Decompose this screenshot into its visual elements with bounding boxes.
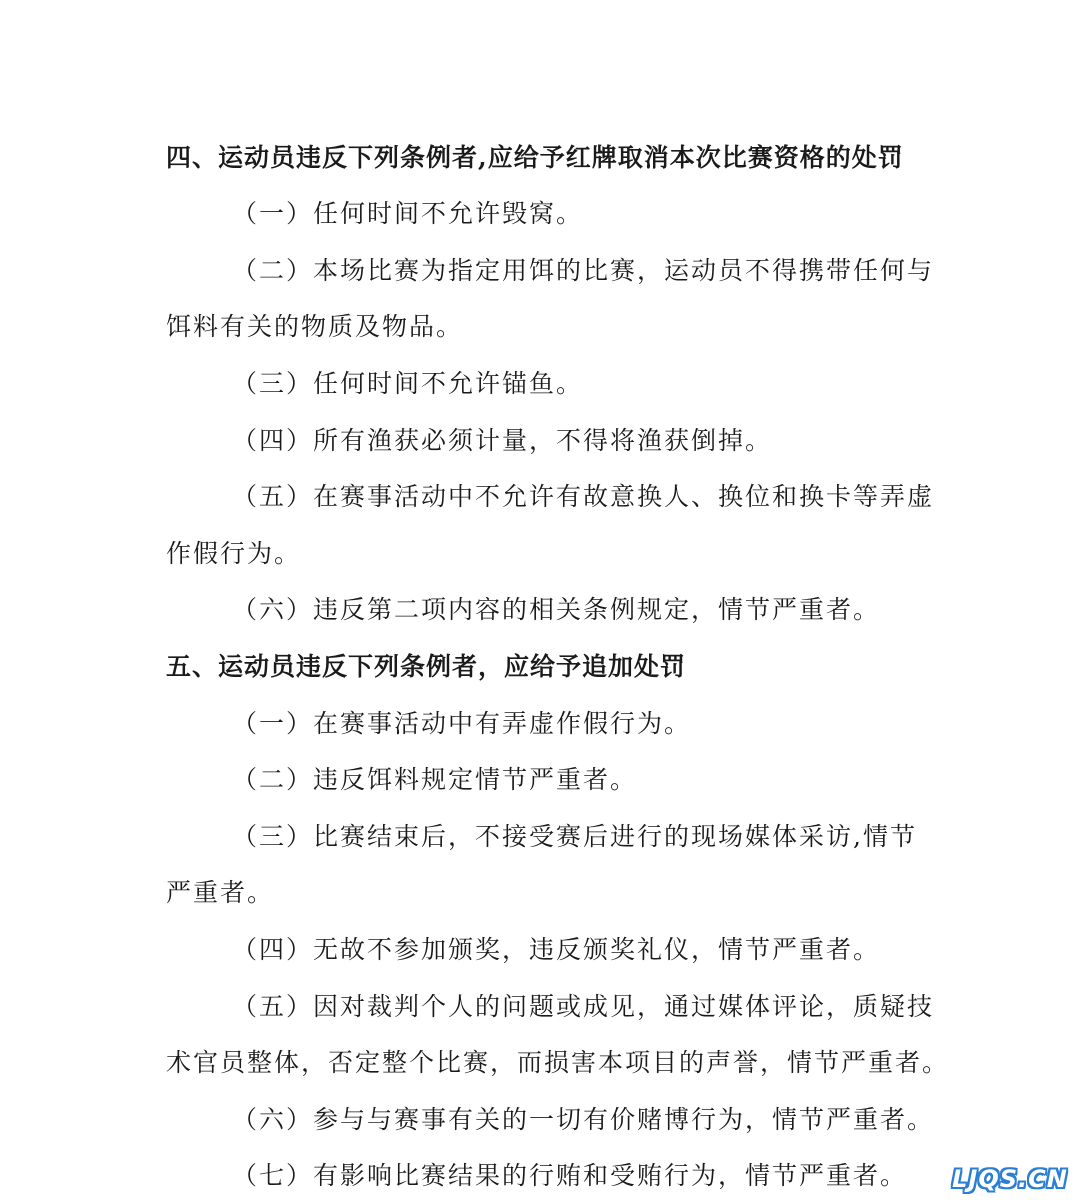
list-item-continuation: 作假行为。 [166,539,302,568]
list-item: （一）在赛事活动中有弄虚作假行为。 [232,709,692,738]
list-item: （一）任何时间不允许毁窝。 [232,199,584,228]
list-item-continuation: 术官员整体，否定整个比赛，而损害本项目的声誉，情节严重者。 [166,1048,950,1077]
list-item: （三）任何时间不允许锚鱼。 [232,369,584,398]
site-watermark-logo: LJQS.CN [952,1165,1068,1193]
section-heading-4: 四、运动员违反下列条例者,应给予红牌取消本次比赛资格的处罚 [166,143,904,172]
list-item: （七）有影响比赛结果的行贿和受贿行为，情节严重者。 [232,1161,908,1190]
list-item: （五）在赛事活动中不允许有故意换人、换位和换卡等弄虚 [232,482,935,511]
section-heading-5: 五、运动员违反下列条例者，应给予追加处罚 [166,652,687,681]
list-item: （六）违反第二项内容的相关条例规定，情节严重者。 [232,595,881,624]
list-item: （三）比赛结束后，不接受赛后进行的现场媒体采访,情节 [232,822,917,851]
list-item: （二）违反饵料规定情节严重者。 [232,765,638,794]
list-item: （五）因对裁判个人的问题或成见，通过媒体评论，质疑技 [232,992,935,1021]
list-item-continuation: 饵料有关的物质及物品。 [166,312,464,341]
list-item: （二）本场比赛为指定用饵的比赛，运动员不得携带任何与 [232,256,935,285]
list-item-continuation: 严重者。 [166,878,275,907]
list-item: （四）所有渔获必须计量，不得将渔获倒掉。 [232,426,773,455]
list-item: （六）参与与赛事有关的一切有价赌博行为，情节严重者。 [232,1105,935,1134]
list-item: （四）无故不参加颁奖，违反颁奖礼仪，情节严重者。 [232,935,881,964]
